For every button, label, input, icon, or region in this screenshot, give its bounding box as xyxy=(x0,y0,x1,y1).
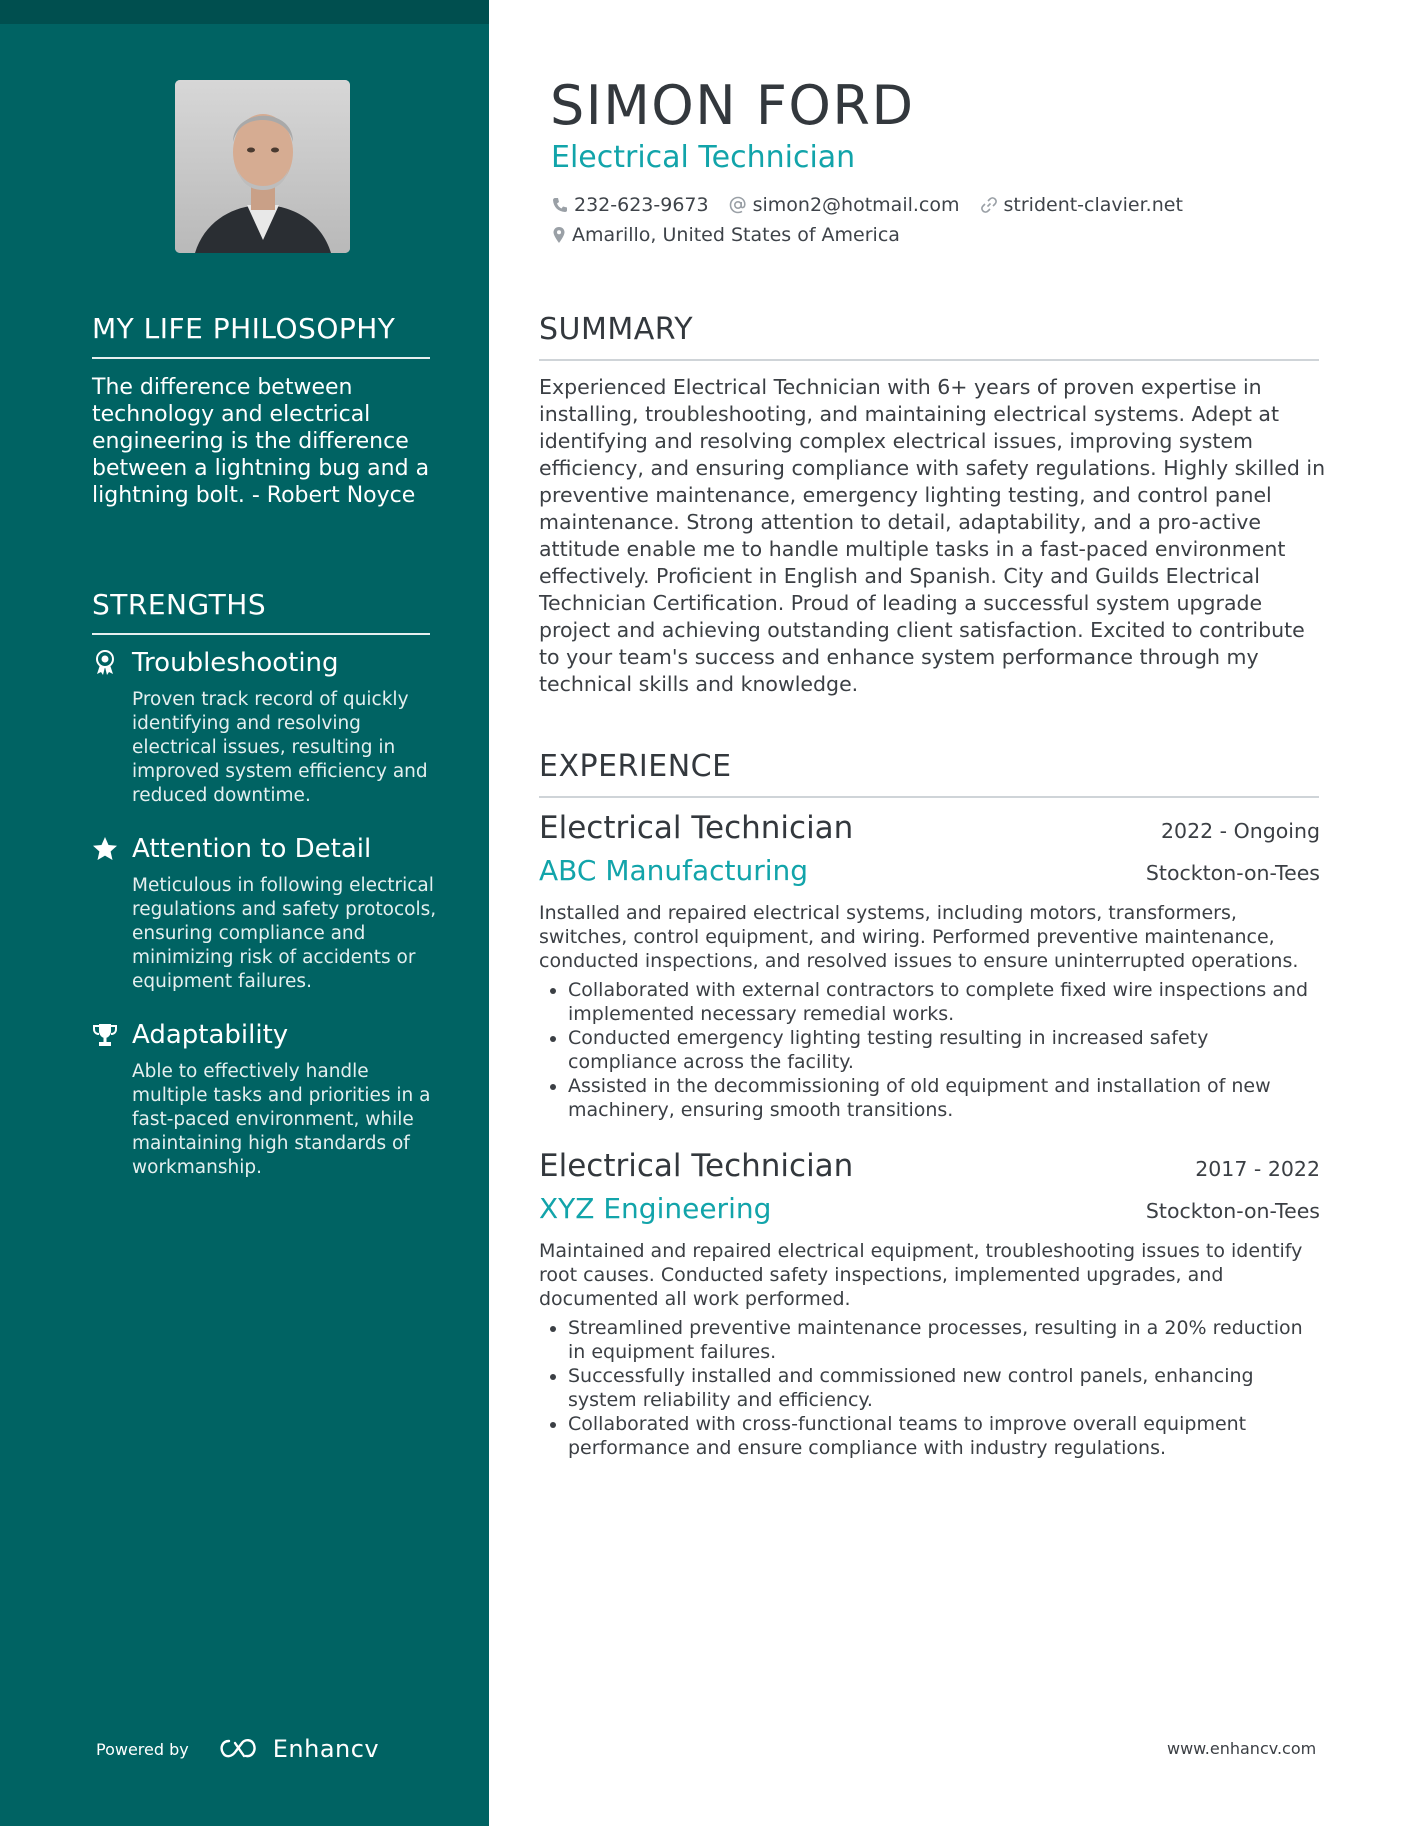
phone-icon xyxy=(552,197,568,213)
contact-email[interactable] xyxy=(729,194,960,216)
philosophy-quote: The difference between technology and electrical engineering is the difference between a lightning bug and a lightning bolt. - Robert Noyce xyxy=(92,375,430,508)
strength-title: Attention to Detail xyxy=(132,834,372,864)
job-company: ABC Manufacturing xyxy=(539,854,809,887)
job-company: XYZ Engineering xyxy=(539,1192,772,1225)
candidate-role: Electrical Technician xyxy=(551,140,856,175)
enhancv-brand-label: Enhancv xyxy=(272,1735,380,1763)
experience-entry xyxy=(539,810,1320,1122)
candidate-name: SIMON FORD xyxy=(550,74,915,137)
job-bullet: • Collaborated with cross-functional teams to improve overall equipment performance and ensure compliance with industry regulations. xyxy=(568,1412,1320,1460)
at-sign-icon xyxy=(729,196,747,214)
map-pin-icon xyxy=(552,226,566,244)
footer-url[interactable]: www.enhancv.com xyxy=(1167,1739,1317,1758)
strength-description: Able to effectively handle multiple tasks and priorities in a fast-paced environment, while maintaining high standards of workmanship. xyxy=(132,1061,431,1178)
job-bullet: • Successfully installed and commissioned new control panels, enhancing system reliability and efficiency. xyxy=(568,1364,1320,1412)
strength-title: Adaptability xyxy=(132,1020,289,1050)
sidebar-top-bar xyxy=(0,0,489,24)
strength-title: Troubleshooting xyxy=(132,648,339,678)
job-bullets xyxy=(539,978,1320,1122)
job-bullets xyxy=(539,1316,1320,1460)
job-location: Stockton-on-Tees xyxy=(1145,861,1320,885)
job-location: Stockton-on-Tees xyxy=(1145,1199,1320,1223)
strength-description: Meticulous in following electrical regulations and safety protocols, ensuring compliance and minimizing risk of accidents or equipment failures. xyxy=(132,875,437,992)
location-text: Amarillo, United States of America xyxy=(572,224,900,246)
job-bullet: • Streamlined preventive maintenance processes, resulting in a 20% reduction in equipment failures. xyxy=(568,1316,1320,1364)
job-title: Electrical Technician xyxy=(539,810,854,846)
job-bullet: • Conducted emergency lighting testing resulting in increased safety compliance across the facility. xyxy=(568,1026,1320,1074)
experience-title: EXPERIENCE xyxy=(539,749,1319,798)
contact-location xyxy=(552,224,900,246)
sidebar xyxy=(0,0,489,1826)
strength-item xyxy=(92,648,437,808)
job-description: Maintained and repaired electrical equipment, troubleshooting issues to identify root causes. Conducted safety inspections, implemented upgrades, and documented all work performed. xyxy=(539,1240,1303,1310)
link-icon xyxy=(980,196,998,214)
experience-entry xyxy=(539,1148,1320,1460)
trophy-icon xyxy=(92,1022,118,1048)
enhancv-logo-icon xyxy=(217,1737,263,1761)
job-dates: 2022 - Ongoing xyxy=(1161,819,1320,843)
strength-item xyxy=(92,1020,437,1180)
strengths-title: STRENGTHS xyxy=(92,588,430,635)
phone-text: 232-623-9673 xyxy=(574,194,709,216)
job-dates: 2017 - 2022 xyxy=(1195,1157,1320,1181)
job-bullet: • Collaborated with external contractors to complete fixed wire inspections and implemented necessary remedial works. xyxy=(568,978,1320,1026)
award-ribbon-icon xyxy=(92,650,118,676)
powered-by xyxy=(96,1735,379,1763)
website-text: strident-clavier.net xyxy=(1003,194,1183,216)
star-icon xyxy=(92,836,118,862)
contact-website[interactable] xyxy=(980,194,1183,216)
philosophy-title: MY LIFE PHILOSOPHY xyxy=(92,312,430,359)
job-description: Installed and repaired electrical systems, including motors, transformers, switches, control equipment, and wiring. Performed preventive maintenance, conducted inspections, and resolved issues to ensure uninterrupted operations. xyxy=(539,902,1299,972)
enhancv-brand[interactable] xyxy=(217,1735,379,1763)
summary-text: Experienced Electrical Technician with 6+ years of proven expertise in installing, troubleshooting, and maintaining electrical systems. Adept at identifying and resolving complex electrical issues, improving system efficiency, and ensuring compliance with safety regulations. Highly skilled in preventive maintenance, emergency lighting testing, and control panel maintenance. Strong attention to detail, adaptability, and a pro-active attitude enable me to handle multiple tasks in a fast-paced environment effectively. Proficient in English and Spanish. City and Guilds Electrical Technician Certification. Proud of leading a successful system upgrade project and achieving outstanding client satisfaction. Excited to contribute to your team's success and enhance system performance through my technical skills and knowledge. xyxy=(539,375,1326,696)
profile-photo xyxy=(175,80,350,253)
powered-by-label: Powered by xyxy=(96,1739,189,1759)
job-bullet: • Assisted in the decommissioning of old equipment and installation of new machinery, ensuring smooth transitions. xyxy=(568,1074,1320,1122)
strength-item xyxy=(92,834,437,994)
summary-title: SUMMARY xyxy=(539,312,1319,361)
contact-row-1 xyxy=(552,194,1203,216)
contact-row-2 xyxy=(552,224,920,246)
job-title: Electrical Technician xyxy=(539,1148,854,1184)
email-text: simon2@hotmail.com xyxy=(752,194,960,216)
strength-description: Proven track record of quickly identifying and resolving electrical issues, resulting in improved system efficiency and reduced downtime. xyxy=(132,689,428,806)
contact-phone[interactable] xyxy=(552,194,709,216)
